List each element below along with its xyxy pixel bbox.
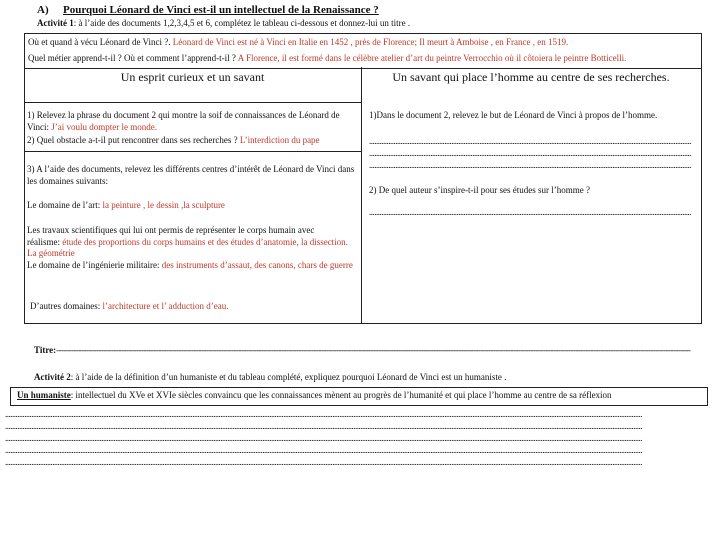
answer-line[interactable]: ........................................................................................................................................................................................ bbox=[369, 136, 691, 146]
title-label: Titre: bbox=[34, 345, 57, 355]
art-domain-answer: la peinture , le dessin ,la sculpture bbox=[102, 200, 225, 210]
intro-question-2: Quel métier apprend-t-il ? Où et comment l’apprend-t-il ? bbox=[28, 53, 236, 63]
engineering-domain-answer: des instruments d’assaut, des canons, chars de guerre bbox=[161, 260, 353, 270]
definition-term: Un humaniste bbox=[17, 390, 71, 400]
intro-line-1 bbox=[28, 37, 568, 49]
right-column-heading: Un savant qui place l’homme au centre de ses recherches. bbox=[392, 70, 670, 84]
intro-answer-2: A Florence, il est formé dans le célèbre atelier d’art du peintre Verrocchio où il côtoiera le peintre Botticelli. bbox=[237, 53, 627, 63]
science-domain-answer: étude des proportions du corps humains et des études d’anatomie, la dissection. La géométrie bbox=[27, 236, 348, 258]
title-answer-line[interactable]: -------------------------------------------------------------------------------------------------------------------------------------------------------------------------------------------------------------------------------------------------------------- bbox=[56, 345, 691, 355]
engineering-domain-label: Le domaine de l’ingénierie militaire: bbox=[27, 260, 160, 270]
answer-line[interactable]: ........................................................................................................................................................................................ bbox=[369, 207, 691, 217]
activity2-instruction bbox=[34, 372, 714, 384]
table-column-divider bbox=[361, 67, 362, 323]
science-domain-label: Les travaux scientifiques qui lui ont permis de représenter le corps humain avec réalisme: bbox=[27, 225, 315, 247]
intro-line-2 bbox=[28, 53, 626, 65]
left-section-divider bbox=[24, 151, 362, 152]
left-answer-1: J’ai voulu dompter le monde. bbox=[51, 121, 157, 132]
art-domain bbox=[27, 200, 357, 212]
page-title: Pourquoi Léonard de Vinci est-il un intellectuel de la Renaissance ? bbox=[63, 4, 379, 16]
answer-line[interactable]: ............................................................................................................................................................................................................................................................................................................................................................................ bbox=[5, 445, 642, 455]
other-domains bbox=[30, 301, 358, 313]
answer-line[interactable]: ........................................................................................................................................................................................ bbox=[369, 160, 691, 170]
answer-line[interactable]: ............................................................................................................................................................................................................................................................................................................................................................................ bbox=[5, 409, 642, 419]
intro-question-1: Où et quand à vécu Léonard de Vinci ?. bbox=[28, 37, 171, 47]
title-line[interactable] bbox=[34, 345, 700, 357]
engineering-domain bbox=[27, 260, 357, 272]
activity1-label: Activité 1 bbox=[37, 18, 74, 28]
definition-text bbox=[17, 390, 612, 402]
section-letter: A) bbox=[37, 4, 49, 16]
answer-line[interactable]: ........................................................................................................................................................................................ bbox=[369, 148, 691, 158]
left-question-3: 3) A l’aide des documents, relevez les différents centres d’intérêt de Léonard de Vinci dans les domaines suivants: bbox=[27, 164, 355, 186]
left-column-heading: Un esprit curieux et un savant bbox=[120, 70, 265, 84]
activity2-text: : à l’aide de la définition d’un humaniste et du tableau complété, expliquez pourquoi Léonard de Vinci est un humaniste . bbox=[70, 372, 507, 382]
other-domains-answer: l’architecture et l’ adduction d’eau. bbox=[102, 301, 229, 311]
intro-box bbox=[24, 33, 702, 69]
left-question-2-text: 2) Quel obstacle a-t-il put rencontrer dans ses recherches ? bbox=[27, 135, 238, 145]
left-question-1-text: 1) Relevez la phrase du document 2 qui montre la soif de connaissances de Léonard de Vinci: bbox=[27, 110, 340, 132]
left-answer-2: L’interdiction du pape bbox=[239, 135, 320, 145]
intro-answer-1: Léonard de Vinci est né à Vinci en Italie en 1452 , près de Florence; Il meurt à Amboise , en France , en 1519. bbox=[172, 37, 569, 47]
definition-body: : intellectuel du XVe et XVIe siècles convaincu que les connaissances mènent au progrès de l’humanité et qui place l’homme au centre de sa réflexion bbox=[70, 390, 612, 400]
answer-line[interactable]: ............................................................................................................................................................................................................................................................................................................................................................................ bbox=[5, 433, 642, 443]
right-question-2: 2) De quel auteur s’inspire-t-il pour ses études sur l’homme ? bbox=[369, 185, 590, 195]
activity1-text: : à l’aide des documents 1,2,3,4,5 et 6, complétez le tableau ci-dessous et donnez-lui un titre . bbox=[73, 18, 411, 28]
right-question-1: 1)Dans le document 2, relevez le but de Léonard de Vinci à propos de l’homme. bbox=[369, 110, 658, 120]
art-domain-label: Le domaine de l’art: bbox=[27, 200, 101, 210]
definition-box bbox=[10, 387, 708, 406]
left-heading-divider bbox=[24, 102, 362, 103]
left-question-2 bbox=[27, 135, 357, 147]
activity1-instruction bbox=[37, 18, 410, 30]
answer-line[interactable]: ............................................................................................................................................................................................................................................................................................................................................................................ bbox=[5, 457, 642, 467]
activity2-label: Activité 2 bbox=[34, 372, 71, 382]
left-question-1 bbox=[27, 110, 357, 133]
science-domain bbox=[27, 225, 349, 260]
other-domains-label: D’autres domaines: bbox=[30, 301, 101, 311]
answer-line[interactable]: ............................................................................................................................................................................................................................................................................................................................................................................ bbox=[5, 421, 642, 431]
